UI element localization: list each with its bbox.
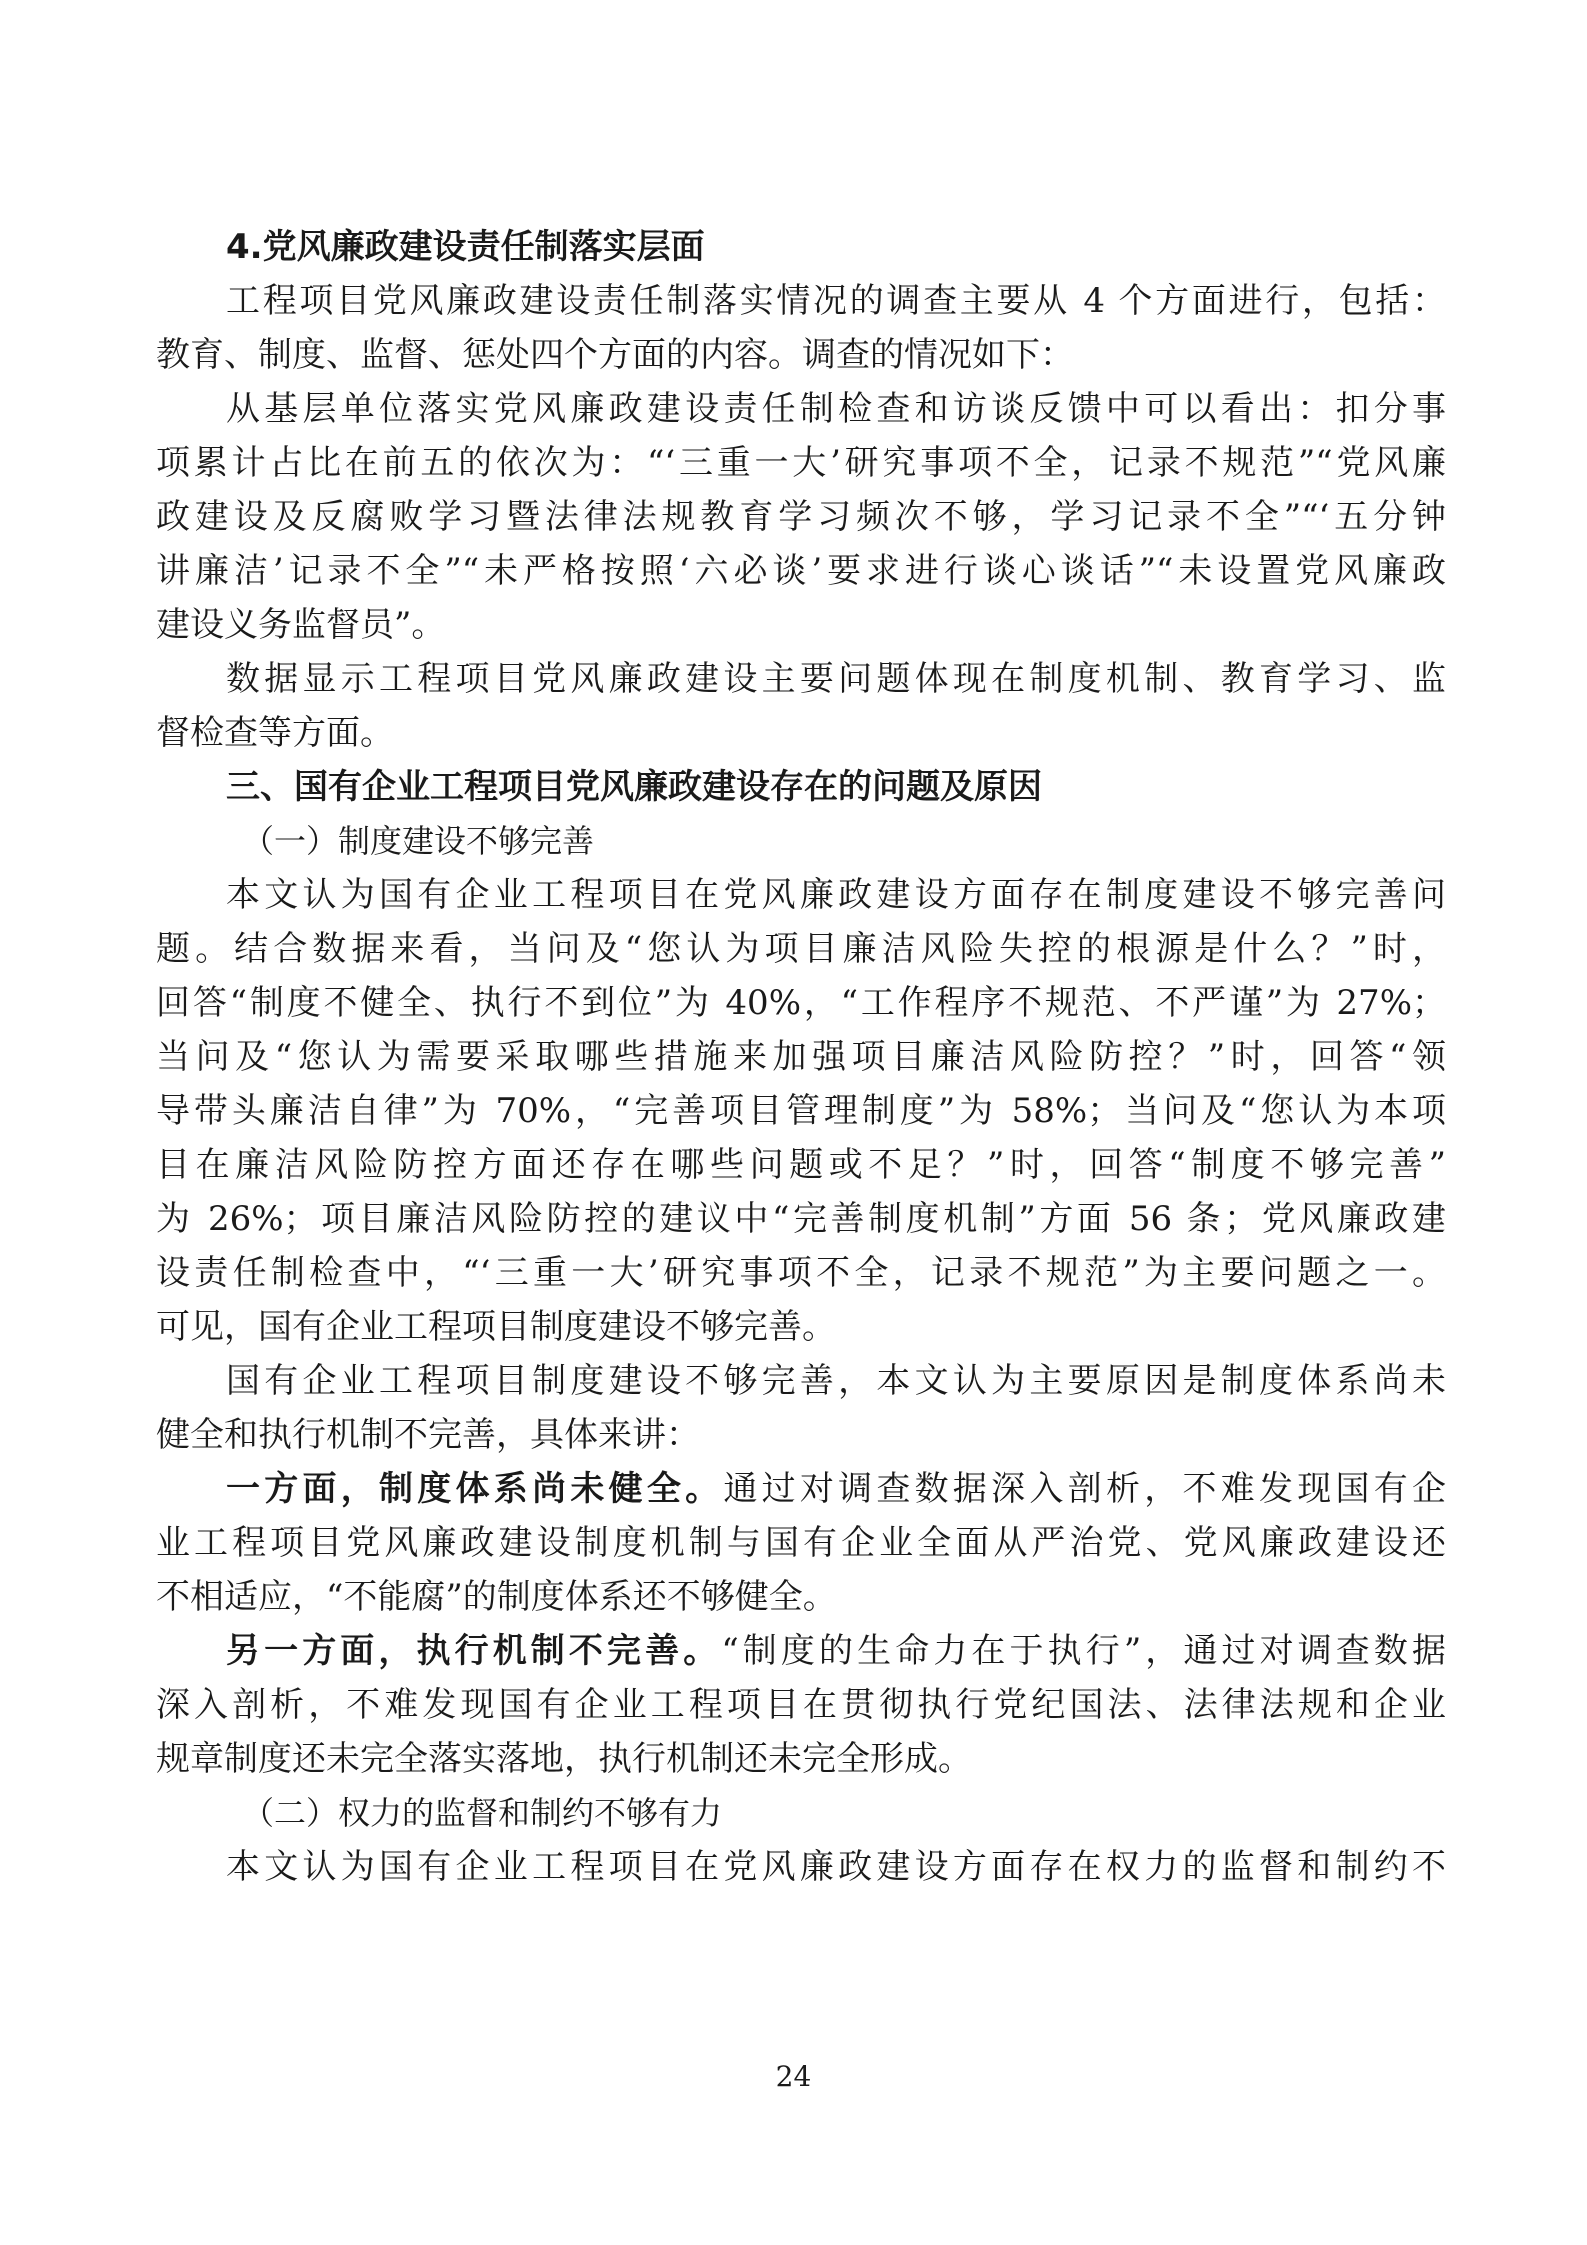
paragraph-line: 从基层单位落实党风廉政建设责任制检查和访谈反馈中可以看出：扣分事 <box>226 389 1446 429</box>
paragraph-text: “制度的生命力在于执行”，通过对调查数据 <box>721 1631 1446 1671</box>
subsection-heading: （二）权力的监督和制约不够有力 <box>242 1794 723 1832</box>
subsection-heading: （一）制度建设不够完善 <box>242 822 595 860</box>
paragraph-line: 不相适应，“不能腐”的制度体系还不够健全。 <box>156 1577 837 1617</box>
paragraph-line: 政建设及反腐败学习暨法律法规教育学习频次不够，学习记录不全”“‘五分钟 <box>156 497 1446 537</box>
paragraph-line: 回答“制度不健全、执行不到位”为 40%，“工作程序不规范、不严谨”为 27%； <box>156 983 1446 1023</box>
paragraph-line: 数据显示工程项目党风廉政建设主要问题体现在制度机制、教育学习、监 <box>226 659 1446 699</box>
paragraph-line: 本文认为国有企业工程项目在党风廉政建设方面存在制度建设不够完善问 <box>226 875 1446 915</box>
paragraph-line: 教育、制度、监督、惩处四个方面的内容。调查的情况如下： <box>156 335 1074 375</box>
paragraph-line <box>156 1624 1446 1678</box>
paragraph-line: 督检查等方面。 <box>156 713 394 753</box>
bold-lead-text: 另一方面，执行机制不完善。 <box>226 1631 722 1671</box>
paragraph-line: 建设义务监督员”。 <box>156 605 446 645</box>
paragraph-line: 工程项目党风廉政建设责任制落实情况的调查主要从 4 个方面进行，包括： <box>226 281 1446 321</box>
paragraph-line: 业工程项目党风廉政建设制度机制与国有企业全面从严治党、党风廉政建设还 <box>156 1523 1446 1563</box>
paragraph-line: 本文认为国有企业工程项目在党风廉政建设方面存在权力的监督和制约不 <box>226 1847 1446 1887</box>
paragraph-line: 深入剖析，不难发现国有企业工程项目在贯彻执行党纪国法、法律法规和企业 <box>156 1685 1446 1725</box>
paragraph-line: 题。结合数据来看，当问及“您认为项目廉洁风险失控的根源是什么？”时， <box>156 929 1446 969</box>
paragraph-line: 讲廉洁’记录不全”“未严格按照‘六必谈’要求进行谈心谈话”“未设置党风廉政 <box>156 551 1446 591</box>
bold-lead-text: 一方面，制度体系尚未健全。 <box>226 1469 724 1509</box>
paragraph-line: 目在廉洁风险防控方面还存在哪些问题或不足？”时，回答“制度不够完善” <box>156 1145 1446 1185</box>
paragraph-line: 可见，国有企业工程项目制度建设不够完善。 <box>156 1307 836 1347</box>
document-body <box>156 220 1446 1894</box>
heading-line: 4.党风廉政建设责任制落实层面 <box>226 227 705 267</box>
paragraph-line: 当问及“您认为需要采取哪些措施来加强项目廉洁风险防控？”时，回答“领 <box>156 1037 1446 1077</box>
paragraph-line <box>156 1462 1446 1516</box>
page-number: 24 <box>775 2060 812 2093</box>
paragraph-line: 项累计占比在前五的依次为：“‘三重一大’研究事项不全，记录不规范”“党风廉 <box>156 443 1446 483</box>
paragraph-text: 通过对调查数据深入剖析，不难发现国有企 <box>723 1469 1446 1509</box>
paragraph-line: 为 26%；项目廉洁风险防控的建议中“完善制度机制”方面 56 条；党风廉政建 <box>156 1199 1446 1239</box>
paragraph-line: 设责任制检查中，“‘三重一大’研究事项不全，记录不规范”为主要问题之一。 <box>156 1253 1446 1293</box>
paragraph-line: 国有企业工程项目制度建设不够完善，本文认为主要原因是制度体系尚未 <box>226 1361 1446 1401</box>
section-heading: 三、国有企业工程项目党风廉政建设存在的问题及原因 <box>226 767 1042 807</box>
paragraph-line: 规章制度还未完全落实落地，执行机制还未完全形成。 <box>156 1739 972 1779</box>
paragraph-line: 导带头廉洁自律”为 70%，“完善项目管理制度”为 58%；当问及“您认为本项 <box>156 1091 1446 1131</box>
paragraph-line: 健全和执行机制不完善，具体来讲： <box>156 1415 700 1455</box>
